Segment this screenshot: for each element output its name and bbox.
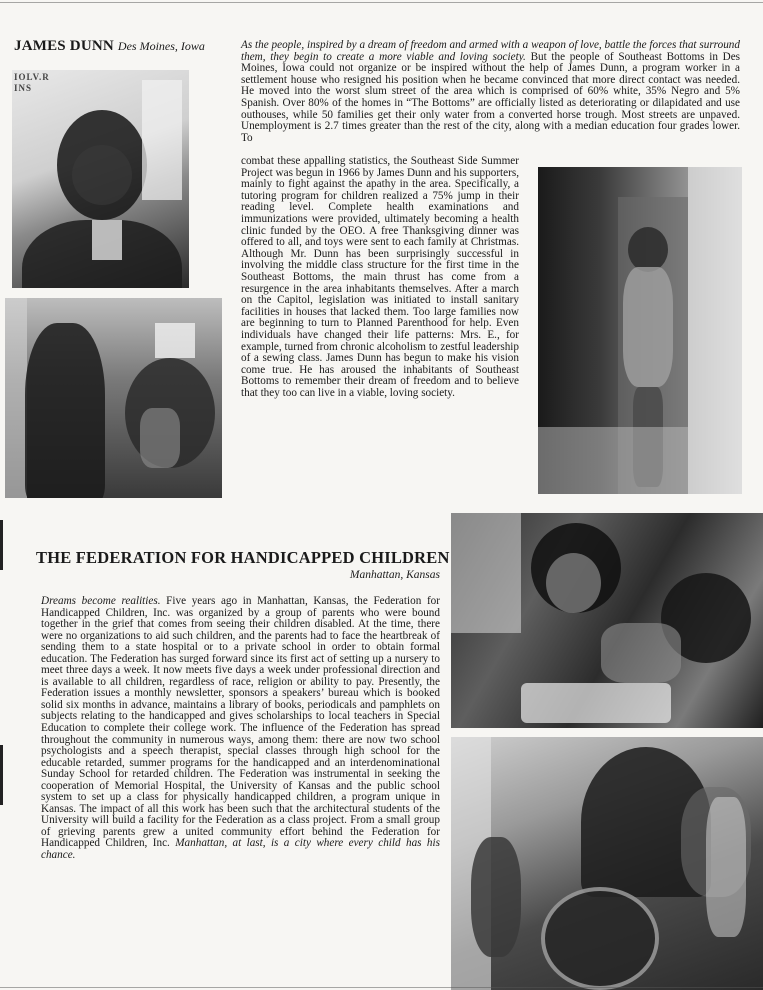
portrait-photo: [12, 70, 189, 288]
profile-name: JAMES DUNN: [14, 38, 114, 54]
group-photo: [5, 298, 222, 498]
child-doorway-photo: [538, 167, 742, 494]
christmas-photo: [451, 737, 763, 990]
classroom-photo: [451, 513, 763, 728]
profile-column-text: combat these appalling statistics, the Southeast Side Summer Project was begun in 1966 by James Dunn and his supporters, mainly to fight against the apathy in the area. Specifically, a tutoring program for children realized a 75% jump in their reading level. Complete health examinations and immunizations were provided, ultimately becoming a health clinic funded by the OEO. A free Thanksgiving dinner was offered to all, and toys were sent to each family at Christmas. Although Mr. Dunn has been surprisingly successful in involving the middle class structure for the first time in the Southeast Bottoms, the main thrust has come from a resurgence in the area inhabitants themselves. After a march on the Capitol, legislation was initiated to install sanitary facilities in houses that lacked them. Too large families now are beginning to turn to Planned Parenthood for help. Even individuals have changed their life patterns: Mrs. E., for example, turned from chronic alcoholism to zestful leadership of a sewing class. James Dunn has begun to make his vision come true. He has aroused the inhabitants of Southeast Bottoms to remember their dream of freedom and to believe that they too can live in a viable, loving society.: [241, 155, 519, 399]
profile-intro: [241, 40, 740, 144]
federation-body-text: Five years ago in Manhattan, Kansas, the Federation for Handicapped Children, Inc. was organized by a group of parents who were bound together in the grief that comes from seeing their children disabled. At the time, there were no organizations to aid such children, and the parents had to face the heartbreak of sending them to a state hospital or to a private school in order to obtain formal education. The Federation has surged forward since its first act of setting up a nursery to meet three days a week. It now meets five days a week under professional direction and is available to all children, regardless of race, religion or ability to pay. Presently, the Federation issues a monthly newsletter, sponsors a speakers’ bureau which is booked solid six months in advance, maintains a library of books, periodicals and pamphlets on subjects relating to the handicapped and gives scholarships to local teachers in Special Education to complete their college work. The influence of the Federation has spread throughout the community in numerous ways, among them: there are now two school psychologists and a speech therapist, special classes through high school for the educable retarded, summer programs for the handicapped and an interdenominational Sunday School for retarded children. The Federation was instrumental in seeking the cooperation of Memorial Hospital, the University of Kansas and the public school system to set up a class for physically handicapped children, a program unique in Kansas. The impact of all this work has been such that the architectural students of the University will build a facility for the Federation as a class project. From a small group of grieving parents grew a united community effort behind the Federation for Handicapped Children, Inc.: [41, 595, 440, 850]
margin-mark: [0, 520, 3, 570]
federation-lead-italic: Dreams become realities.: [41, 595, 161, 607]
photo-sign-text: IOLV.R INS: [14, 72, 50, 93]
federation-title: THE FEDERATION FOR HANDICAPPED CHILDREN: [36, 548, 450, 567]
top-rule: [0, 2, 763, 3]
profile-lead-italic: As the people, inspired by a dream of freedom and armed with a weapon of love, battle the forces that surround them, they begin to create a more viable and loving society.: [241, 39, 740, 63]
profile-location: Des Moines, Iowa: [117, 39, 205, 53]
profile-heading: [14, 37, 205, 55]
federation-location: Manhattan, Kansas: [349, 569, 440, 581]
federation-body: [41, 596, 440, 862]
profile-wide-text: But the people of Southeast Bottoms in Des Moines, Iowa could not organize or be inspired without the help of James Dunn, a program worker in a settlement house who resigned his position when he became convinced that more direct contact was needed. He moved into the worst slum street of the area which is comprised of 60% white, 35% Negro and 5% Spanish. Over 80% of the homes in “The Bottoms” are officially listed as deteriorating or dilapidated and use outhouses, while 50 families get their only water from a converted horse trough. Most streets are unpaved. Unemployment is 2.7 times greater than the rest of the city, along with a median education four grades lower. To: [241, 50, 741, 144]
federation-closing-italic: Manhattan, at last, is a city where every child has his chance.: [41, 837, 440, 862]
margin-mark: [0, 745, 3, 805]
bottom-rule: [0, 987, 763, 988]
